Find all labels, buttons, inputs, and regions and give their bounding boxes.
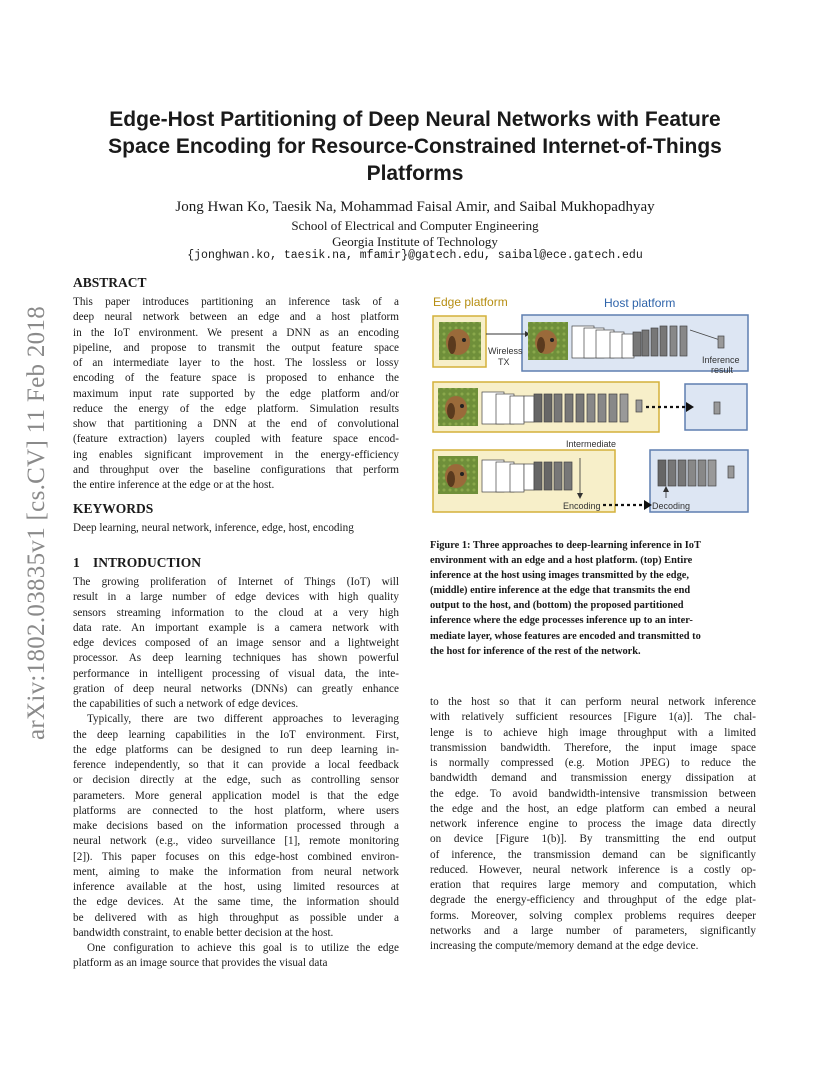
text-line: encoding of the feature space is proposed to enhance the — [73, 372, 399, 385]
tx-label: TX — [498, 357, 510, 367]
text-line: degrade the energy-efficiency and throughput of the edge plat- — [430, 894, 756, 907]
arxiv-sidebar — [22, 285, 52, 760]
abstract-heading: ABSTRACT — [73, 275, 147, 290]
text-line: processor. As deep learning techniques has shown powerful — [73, 652, 399, 665]
section-title: INTRODUCTION — [93, 555, 202, 570]
text-line: be delivered with as high throughput as possible under a — [73, 911, 399, 924]
text-line: of an intermediate layer to the host. The lossless or lossy — [73, 357, 399, 369]
inference-label: Inference — [702, 355, 740, 365]
text-line: on device [Figure 1(b)]. By transmitting the end output — [430, 833, 756, 846]
text-line: [2]). This paper focuses on this edge-host combined environ- — [73, 850, 399, 863]
text-line: and throughput over the baseline configurations that perform — [73, 463, 399, 476]
text-line: inference available at the host, using limited resources at — [73, 881, 399, 893]
title-line: Space Encoding for Resource-Constrained Internet-of-Things — [108, 135, 722, 158]
text-line: to the host so that it can perform neural network inference — [430, 696, 756, 708]
text-line: show that partitioning a DNN at the end of convolutional — [73, 418, 399, 430]
text-line: the deep learning capabilities in the IoT environment. First, — [73, 728, 399, 741]
dog-image — [528, 322, 568, 360]
text-line: the edge. To avoid bandwidth-intensive transmission between — [430, 787, 756, 800]
text-line: the capabilities of such a network of edge devices. — [73, 698, 299, 710]
row-bottom — [433, 439, 748, 512]
text-line: result in a large number of edge devices with high quality — [73, 591, 399, 604]
title-line: Platforms — [366, 162, 464, 185]
text-line: neural network (e.g., video surveillance [1], remote monitoring — [73, 835, 399, 848]
text-line: inference at the host using images transmitted by the edge, — [430, 570, 689, 582]
text-line: Typically, there are two different approaches to leveraging — [87, 713, 399, 726]
text-line: increasing the compute/memory demand at the edge device. — [430, 940, 699, 952]
text-line: One configuration to achieve this goal is to utilize the edge — [87, 942, 399, 954]
text-line: eration that requires large memory and computation, which — [430, 879, 756, 891]
text-line: ment, aiming to make the information from neural network — [73, 865, 399, 878]
text-line: or decision directly at the edge, such as controlling sensor — [73, 774, 399, 787]
text-line: reduce the energy of the edge platform. Simulation results — [73, 402, 399, 415]
output-node — [714, 402, 720, 414]
text-line: edge devices composed of an image sensor and a lightweight — [73, 637, 399, 649]
figure-1-diagram — [430, 290, 756, 520]
text-line: deep neural network between an edge and a host platform — [73, 311, 399, 324]
paragraph — [73, 941, 399, 972]
author-list: Jong Hwan Ko, Taesik Na, Mohammad Faisal Amir, and Saibal Mukhopadhyay — [175, 199, 655, 215]
text-line: reduced. However, neural network inference is a costly op- — [430, 863, 756, 876]
paragraph — [73, 712, 399, 941]
text-line: platform as an image source that provides the visual data — [73, 957, 328, 970]
text-line: (middle) entire inference at the edge that transmits the end — [430, 585, 691, 597]
text-line: in the IoT environment. We present a DNN as an encoding — [73, 326, 399, 339]
text-line: mediate layer, whose features are encoded and transmitted to — [430, 630, 701, 642]
text-line: the host for inference of the rest of the network. — [430, 645, 641, 657]
text-line: network inference engine to process the image data directly — [430, 818, 756, 830]
keywords-text: Deep learning, neural network, inference, edge, host, encoding — [73, 522, 354, 534]
decoding-label: Decoding — [652, 501, 691, 511]
text-line: Figure 1: Three approaches to deep-learning inference in IoT — [430, 540, 701, 551]
edge-platform-label: Edge platform — [433, 295, 508, 309]
text-line: pipeline, and propose to transmit the output feature space — [73, 341, 399, 354]
intro-body — [73, 575, 399, 972]
text-line: maximum input rate supported by the edge platform and/or — [73, 387, 399, 400]
dog-image — [438, 388, 478, 426]
text-line: gration of deep neural networks (DNNs) can greatly enhance — [73, 682, 399, 695]
text-line: make decisions based on the information processed through a — [73, 820, 399, 832]
text-line: environment with an edge and a host platform. (top) Entire — [430, 555, 693, 567]
author-emails: {jonghwan.ko, taesik.na, mfamir}@gatech.edu, saibal@ece.gatech.edu — [187, 249, 643, 262]
cnn-layers — [482, 460, 572, 492]
text-line: transmission bandwidth. Therefore, the input image space — [430, 741, 756, 754]
section-number: 1 — [73, 555, 80, 570]
dog-image — [438, 456, 478, 494]
text-line: output to the host, and (bottom) the proposed partitioned — [430, 600, 684, 612]
arxiv-identifier: arXiv:1802.03835v1 [cs.CV] 11 Feb 2018 — [23, 305, 50, 740]
abstract-body — [73, 295, 399, 493]
text-line: inference where the edge processes inference up to an inter- — [430, 615, 693, 627]
encoding-label: Encoding — [563, 501, 601, 511]
text-line: platforms are connected to the host platform, where users — [73, 804, 399, 817]
keywords-heading: KEYWORDS — [73, 501, 154, 516]
host-platform-label: Host platform — [604, 296, 676, 310]
result-label: result — [711, 365, 734, 375]
row-middle — [433, 382, 747, 432]
text-line: sensors streaming information to the cloud at a very high — [73, 606, 399, 619]
text-line: bandwidth constraint, to enable better decision at the host. — [73, 926, 334, 939]
paragraph — [73, 575, 399, 712]
row-top — [433, 315, 748, 375]
title-line: Edge-Host Partitioning of Deep Neural Networks with Feature — [109, 108, 721, 131]
text-line: is normally compressed (e.g. Motion JPEG) to reduce the — [430, 757, 756, 769]
text-line: the entire inference at the edge or at the host. — [73, 479, 275, 491]
text-line: the edge platforms can be designed to run deep learning in- — [73, 743, 399, 756]
text-line: The growing proliferation of Internet of Things (IoT) will — [73, 576, 399, 588]
wireless-label: Wireless — [488, 346, 523, 356]
text-line: networks and a large number of parameters, significantly — [430, 924, 756, 937]
paper-title — [60, 106, 770, 187]
text-line: forms. Moreover, solving complex problems requires deeper — [430, 909, 756, 922]
text-line: parameters. More general application model is that the edge — [73, 789, 399, 802]
figure-caption — [430, 538, 760, 659]
intermediate-label: Intermediate — [566, 439, 617, 449]
text-line: performance in intelligent processing of visual data, the inte- — [73, 667, 399, 680]
affiliation-school: School of Electrical and Computer Engineering — [291, 218, 539, 233]
text-line: This paper introduces partitioning an inference task of a — [73, 296, 399, 308]
text-line: lenge is to achieve high image throughput with a limited — [430, 726, 756, 739]
text-line: data rate. An important example is a camera network with — [73, 621, 399, 634]
text-line: the edge and the host, an edge platform can embed a neural — [430, 802, 756, 815]
text-line: with relatively sufficient resources [Figure 1(a)]. The chal- — [430, 711, 756, 724]
intro-heading — [73, 555, 201, 571]
text-line: ing enables significant improvement in the energy-efficiency — [73, 448, 399, 461]
text-line: of inference, the transmission demand can be significantly — [430, 848, 756, 861]
affiliation-institute: Georgia Institute of Technology — [332, 234, 498, 249]
text-line: bandwidth demand and transmission energy dissipation at — [430, 772, 756, 785]
text-line: (feature extraction) layers coupled with feature space encod- — [73, 433, 399, 446]
right-column-body — [430, 695, 756, 954]
dog-image — [439, 322, 481, 360]
text-line: the edge devices. At the same time, the information should — [73, 896, 399, 909]
text-line: ference independently, so that it can provide a local feedback — [73, 759, 399, 771]
